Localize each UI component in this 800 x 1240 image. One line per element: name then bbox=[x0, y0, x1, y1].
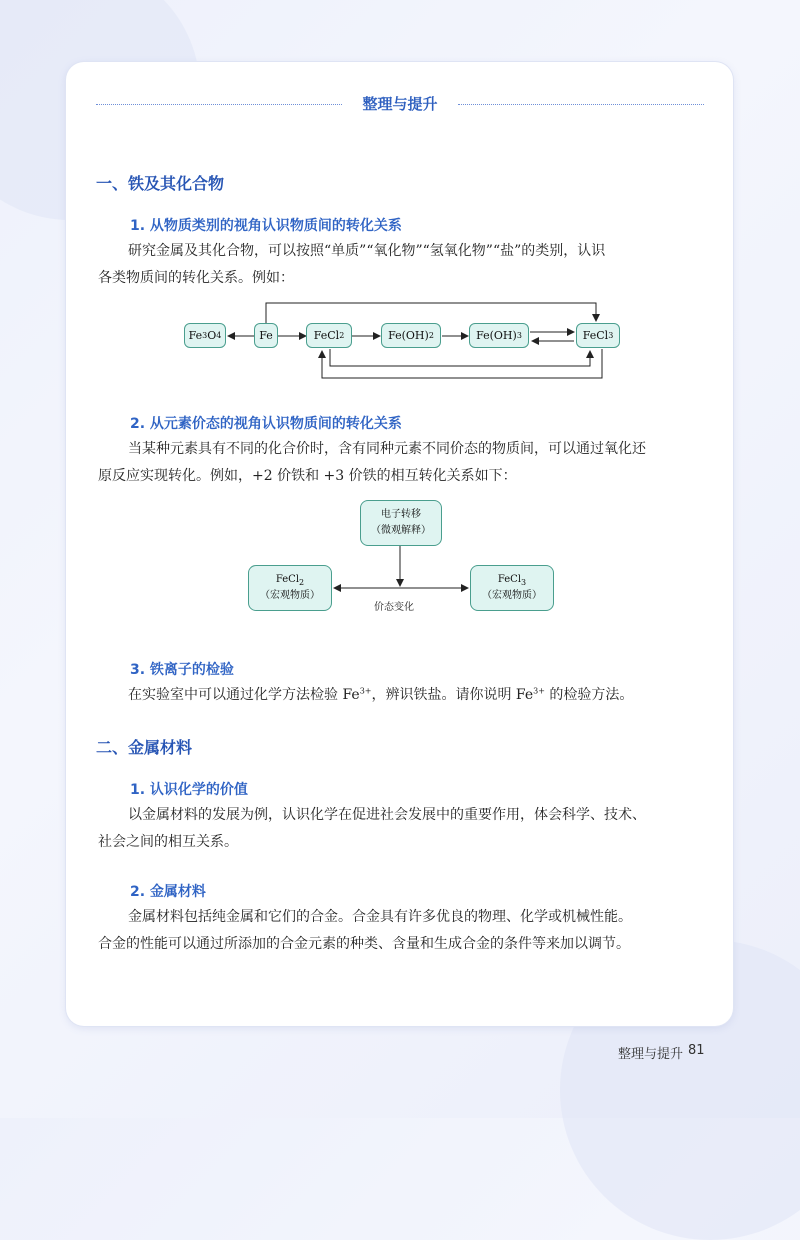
sec2-sub1-line-2: 社会之间的相互关系。 bbox=[98, 834, 238, 850]
sub2-line-2: 原反应实现转化。例如，+2 价铁和 +3 价铁的相互转化关系如下： bbox=[98, 468, 517, 484]
sec2-sub2-title: 2. 金属材料 bbox=[130, 884, 206, 900]
node-fe3o4: Fe 3 O 4 bbox=[184, 323, 226, 348]
sec2-sub2-line-2: 合金的性能可以通过所添加的合金元素的种类、含量和生成合金的条件等来加以调节。 bbox=[98, 936, 630, 952]
sub1-line-2: 各类物质间的转化关系。例如： bbox=[98, 270, 294, 286]
arrow-fe-to-fecl3 bbox=[266, 303, 596, 324]
sec2-sub1-title: 1. 认识化学的价值 bbox=[130, 782, 248, 798]
section1-title: 一、铁及其化合物 bbox=[96, 174, 225, 193]
node-feoh2: Fe(OH) 2 bbox=[381, 323, 441, 348]
node-fecl3: FeCl 3 bbox=[576, 323, 620, 348]
footer-label: 整理与提升 bbox=[618, 1047, 684, 1062]
sub3-title: 3. 铁离子的检验 bbox=[130, 662, 234, 678]
page-number: 81 bbox=[688, 1043, 705, 1058]
valence-change-caption: 价态变化 bbox=[374, 602, 414, 613]
section2-title: 二、金属材料 bbox=[96, 738, 193, 757]
sec2-sub2-line-1: 金属材料包括纯金属和它们的合金。合金具有许多优良的物理、化学或机械性能。 bbox=[128, 909, 632, 925]
sec2-sub1-line-1: 以金属材料的发展为例，认识化学在促进社会发展中的重要作用，体会科学、技术、 bbox=[128, 807, 646, 823]
arrow-fecl2-to-fecl3 bbox=[330, 349, 590, 366]
sub1-line-1: 研究金属及其化合物，可以按照“单质”“氧化物”“氢氧化物”“盐”的类别，认识 bbox=[128, 243, 606, 259]
page-header-title: 整理与提升 bbox=[362, 95, 438, 113]
sub1-title: 1. 从物质类别的视角认识物质间的转化关系 bbox=[130, 218, 402, 234]
node-feoh3: Fe(OH) 3 bbox=[469, 323, 529, 348]
node-fe: Fe bbox=[254, 323, 278, 348]
node-fecl3-macro: FeCl$_3$ （宏观物质） bbox=[470, 565, 554, 611]
node-electron-transfer: 电子转移 （微观解释） bbox=[360, 500, 442, 546]
sub3-line: 在实验室中可以通过化学方法检验 $Fe^{3+}$，辨识铁盐。请你说明 $Fe^{3+}$ 的检验方法。 bbox=[128, 686, 634, 703]
arrow-fecl3-to-fecl2 bbox=[322, 349, 602, 378]
sub2-title: 2. 从元素价态的视角认识物质间的转化关系 bbox=[130, 416, 402, 432]
node-fecl2-macro: FeCl$_2$ （宏观物质） bbox=[248, 565, 332, 611]
node-fecl2: FeCl 2 bbox=[306, 323, 352, 348]
sub2-line-1: 当某种元素具有不同的化合价时，含有同种元素不同价态的物质间，可以通过氧化还 bbox=[128, 441, 646, 457]
